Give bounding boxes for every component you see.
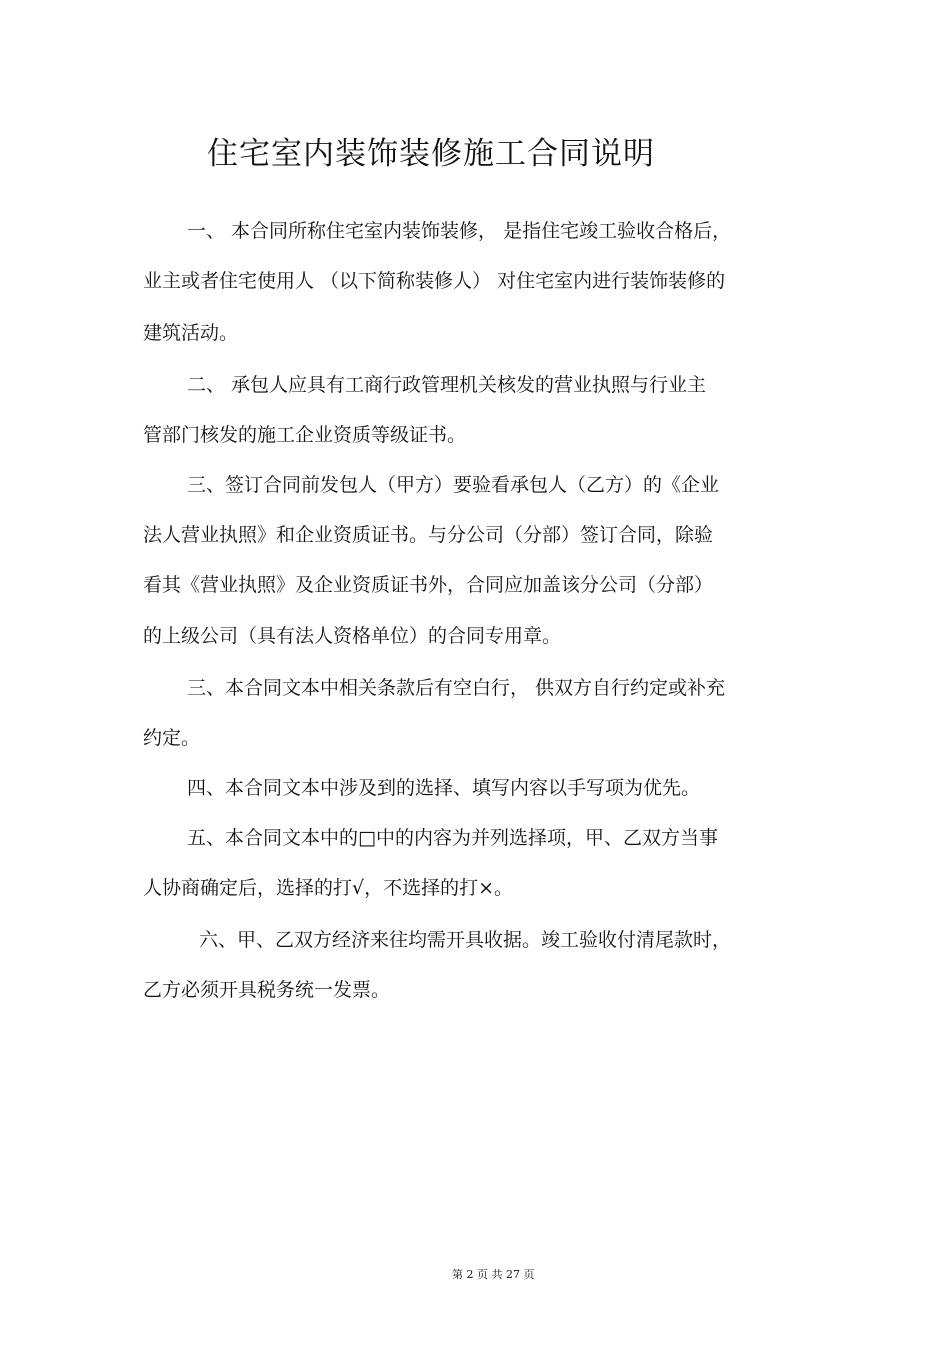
document-title: 住宅室内装饰装修施工合同说明 [207,136,655,172]
paragraph-1-line-2: 业主或者住宅使用人 （以下简称装修人） 对住宅室内进行装饰装修的 [143,270,726,292]
paragraph-7-line-2: 乙方必须开具税务统一发票。 [143,979,391,1001]
paragraph-3-line-3: 看其《营业执照》及企业资质证书外，合同应加盖该分公司（分部） [143,574,714,596]
paragraph-1-line-1: 一、 本合同所称住宅室内装饰装修， 是指住宅竣工验收合格后， [187,220,732,242]
page-number-footer: 第 2 页 共 27 页 [452,1268,535,1281]
paragraph-2-line-1: 二、 承包人应具有工商行政管理机关核发的营业执照与行业主 [187,374,707,396]
paragraph-5-line-1: 四、本合同文本中涉及到的选择、填写内容以手写项为优先。 [187,777,701,799]
paragraph-7-line-1: 六、甲、乙双方经济来往均需开具收据。竣工验收付清尾款时， [199,929,732,951]
paragraph-4-line-2: 约定。 [143,727,201,749]
paragraph-3-line-2: 法人营业执照》和企业资质证书。与分公司（分部）签订合同，除验 [143,524,714,546]
paragraph-2-line-2: 管部门核发的施工企业资质等级证书。 [143,424,467,446]
paragraph-6-line-2: 人协商确定后，选择的打√，不选择的打×。 [143,877,514,899]
paragraph-6-line-1: 五、本合同文本中的□中的内容为并列选择项，甲、乙双方当事 [187,827,718,849]
paragraph-3-line-4: 的上级公司（具有法人资格单位）的合同专用章。 [143,625,562,647]
paragraph-1-line-3: 建筑活动。 [143,322,239,344]
paragraph-3-line-1: 三、签订合同前发包人（甲方）要验看承包人（乙方）的《企业 [187,474,720,496]
paragraph-4-line-1: 三、本合同文本中相关条款后有空白行， 供双方自行约定或补充 [187,677,726,699]
